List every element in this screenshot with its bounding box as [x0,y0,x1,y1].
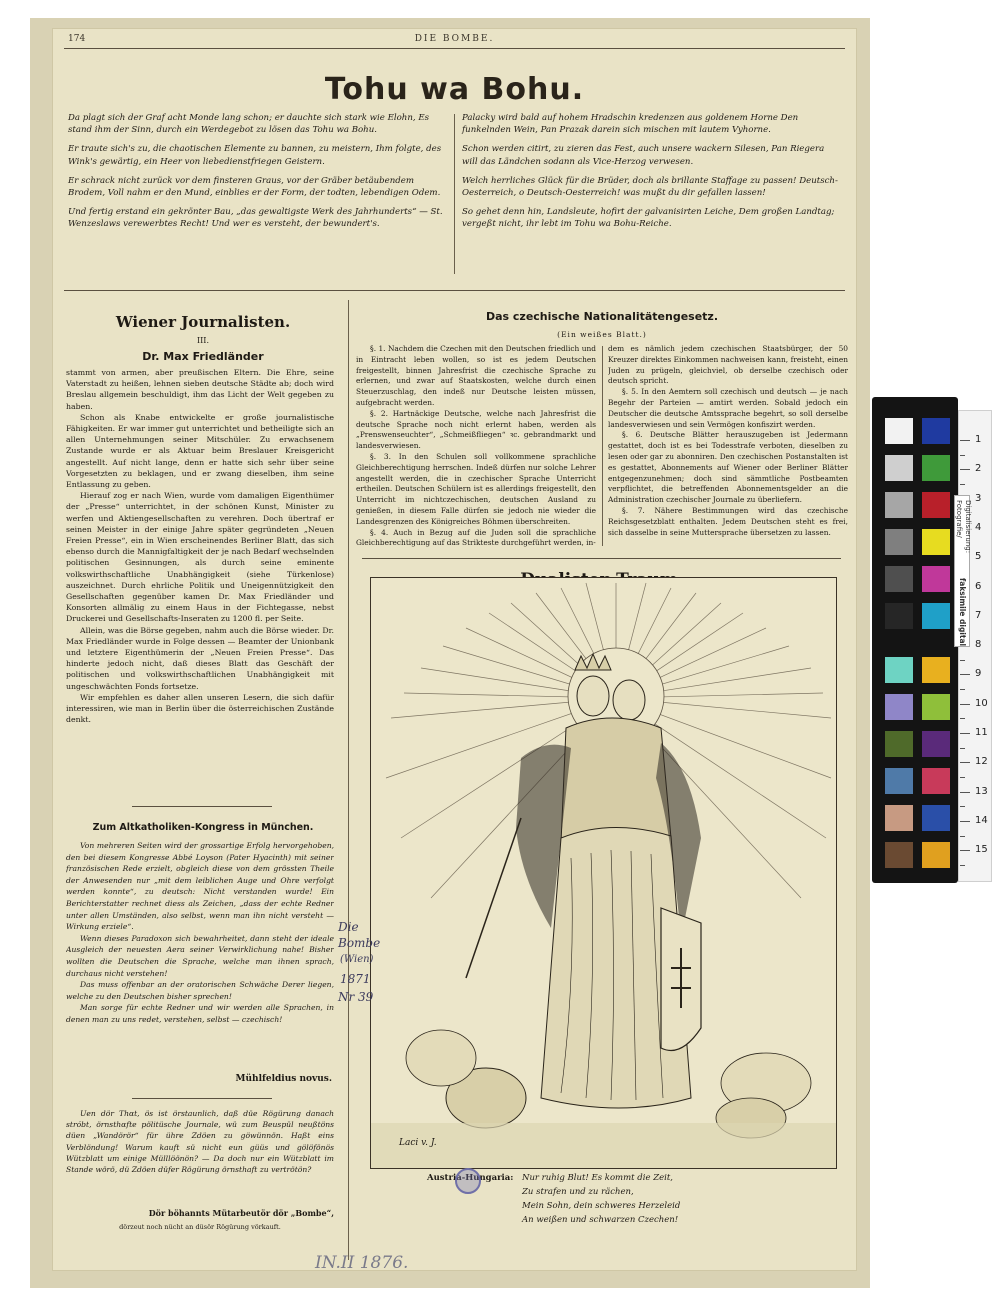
handwritten-note: Die [338,920,359,934]
article-paragraph: Allein, was die Börse gegeben, nahm auch die Börse wieder. Dr. Max Friedländer wurde in Folge dessen — Beamter der Unionbank und letztere Eigenthümerin der „Neuen Freien Presse“. Das hinderte jedoch nicht, daß dieses Blatt das Geschäft der politischen und volkswirthschaftlichen Unabhängigkeit mit ungeschwächten Fonds fortsetze. [66,625,334,691]
poem-stanza: So gehet denn hin, Landsleute, hofirt der galvanisirten Leiche, Dem großen Landtag; vergeßt nicht, ihr lebt im Tohu wa Bohu-Reiche. [462,207,835,230]
law-paragraph: §. 2. Hartnäckige Deutsche, welche nach Jahresfrist die deutsche Sprache noch nicht erlernt haben, werden als „Prenswenseuchter“, „Schmeißfliegen“ ꝛc. gebrandmarkt und landesverwiesen. [356,408,596,451]
color-swatch [885,768,913,794]
czech-law-subheading: (Ein weißes Blatt.) [557,330,647,339]
color-swatch [922,566,950,592]
short-rule [132,1098,272,1099]
ruler-number: 1 [975,434,982,445]
section-rule [64,290,845,291]
poem-stanza: Welch herrliches Glück für die Brüder, doch als brillante Staffage zu passen! Deutsch-Oesterreich, o Deutsch-Oesterreich! was mußt du dir gefallen lassen! [462,175,838,199]
ruler-tick [960,792,970,793]
law-paragraph: dem es nämlich jedem czechischen Staatsbürger, der 50 Kreuzer direktes Einkommen nachweisen kann, freisteht, einen Juden zu prügeln, gleichviel, ob derselbe czechisch oder deutsch spricht. [608,344,848,386]
caption-line: Zu strafen und zu rächen, [522,1187,634,1197]
poem-stanza: Er traute sich's zu, die chaotischen Elemente zu bannen, zu meistern, Ihm folgte, des Wink's gewärtig, ein Heer von liebedienstfriegen Geistern. [68,144,442,167]
ruler-tick [960,748,965,749]
page-title: Tohu wa Bohu. [324,72,585,107]
poem-divider [454,114,455,274]
article-paragraph: Hierauf zog er nach Wien, wurde vom damaligen Eigenthümer der „Presse“ unterrichtet, in der schönen Kunst, Minister zu werfen und Aktiengesellschaften zu verehren. Doch übertraf er seinen Meister in der einige Jahre später gegründeten „Neuen Freien Presse“, ein in Wien erscheinendes Berliner Blatt, das sich ebenso durch die Mannigfaltigkeit der je nach Bedarf wechselnden politischen Gesinnungen, als durch seine eminente volkswirthschaftliche Unabhängigkeit (siehe Türkenlose) auszeichnet. Durch ehrliche Politik und Uneigennützigkeit den Gesellschaften gegenüber kamen Dr. Max Friedländer und Konsorten allmälig zu einem Haus in der Fichtegasse, nebst Druckerei und Gesellschafts-Inseraten zu 1200 fl. per Seite. [66,491,334,624]
color-swatch [885,694,913,720]
allegorical-figure-drawing [371,578,836,1168]
color-swatch [922,768,950,794]
ruler-tick [960,836,965,837]
ruler-tick [960,718,965,719]
handwritten-note: (Wien) [340,954,374,965]
ruler-tick [960,484,965,485]
article-paragraph: stammt von armen, aber preußischen Eltern. Die Ehre, seine Vaterstadt zu heißen, lehnen sieben deutsche Städte ab; doch wird Breslau allgemein beschuldigt, ihm das Licht der Welt gegeben zu haben. [66,368,334,411]
altkatholiken-signature: Mühlfeldius novus. [235,1074,332,1084]
ruler-number: 14 [975,814,988,826]
article-paragraph: Wenn dieses Paradoxon sich bewahrheitet, dann steht der ideale Ausgleich der neuesten Aera seiner Verwirklichung nahe! Bisher wollten die Deutschen die Sprache, welche man ihnen sprach, durchaus nicht verstehen! [66,933,334,978]
ruler-number: 3 [975,492,982,504]
article-paragraph: Von mehreren Seiten wird der grossartige Erfolg hervorgehoben, den bei diesem Kongresse Abbé Loyson (Pater Hyacinth) mit seiner französischen Rede erzielt, obgleich diese von dem grössten Theile der Anwesenden nur „mit dem leiblichen Auge und Ohre verfolgt werden konnte“, zu deutsch: Nicht verstanden wurde! Ein Berichterstatter rechnet diess als Zeichen, „dass der echte Redner unter allen Umständen, also selbst, wenn man ihn nicht versteht — Wirkung erziele“. [66,841,334,932]
notice-text: Uen dör Thαt, ös ist örstaunlich, daß düe Rögürung danach strόbt, örnsthαfte pölitüsche Journale, wü zum Beuspül neußtöns düen „Wandörör“ für ühre Zdöen zu göwünnön. Haßt eins Verblöndung! Warum kauft sü nicht eun güüs und gölöfönös Wützblatt um einige Mülllöönön? — Da doch nur ein Wützblatt im Stande wörö, dü Zdöen düfer Rögürung örnsthaft zu vertrötön? [66,1109,334,1175]
ruler-tick [960,660,965,661]
ruler-number: 7 [975,609,982,621]
cartoon-illustration [370,577,837,1169]
digitization-label-text: Fotografie/ [955,500,963,538]
ruler-number: 6 [975,580,982,592]
law-paragraph: §. 4. Auch in Bezug auf die Juden soll die sprachliche Gleichberechtigung auf das Strikteste durchgeführt werden, in- [356,527,596,548]
notice-signature: Dör böhannts Mütarbeutör dör „Bombe“, [148,1208,334,1218]
ruler-number: 8 [975,639,982,651]
poem-stanza: Und fertig erstand ein gekrönter Bau, „das gewaltigste Werk des Jahrhunderts“ — St. Wenzeslaws verewerbtes Recht! Und wer es versteht, der bewundert's. [68,207,443,230]
article-paragraph: Man sorge für echte Redner und wir werden alle Sprachen, in denen man zu uns redet, verstehen, selbst — czechisch! [66,1003,334,1024]
color-swatch [922,657,950,683]
digitization-label-text: Digitalisierung: [964,500,972,554]
header-rule [64,48,845,49]
ruler-number: 13 [975,785,988,797]
journalists-number: III. [196,336,210,345]
law-paragraph: §. 3. In den Schulen soll vollkommene sprachliche Gleichberechtigung herrschen. Indeß dürfen nur solche Lehrer angestellt werden, die in czechischer Sprache Unterricht ertheilen. Deutschen Schülern ist es allerdings freigestellt, den Unterricht im nichtczechischen, deutschen Ausland zu genießen, in diesem Falle dürfen sie jedoch nie wieder die Landesgrenzen des Königreiches Böhmen überschreiten. [356,451,596,526]
article-paragraph: Schon als Knabe entwickelte er große journalistische Fähigkeiten. Er war immer gut unterrichtet und betheiligte sich an allen Unternehmungen seiner Mitschüler. Zu erwachsenem Zustande wurde er als Aktuar beim Breslauer Kreisgericht angestellt. Auf nicht lange, denn er hatte sich sehr über seine Vorgesetzten zu beklagen, und er zwang dieselben, ihm seine Entlassung zu geben. [66,412,334,490]
ruler-tick [960,704,970,705]
handwritten-note: 1871 [340,972,371,986]
ruler-tick [960,850,970,851]
caption-line: An weißen und schwarzen Czechen! [522,1215,679,1225]
article-paragraph: Wir empfehlen es daher allen unseren Lesern, die sich dafür interessiren, wie man in Berlin über die österreichischen Zustände denkt. [66,692,334,725]
color-swatch [922,492,950,518]
color-swatch [885,529,913,555]
ruler-tick [960,440,970,441]
column-divider [348,300,349,1260]
section-rule [362,558,841,559]
law-paragraph: §. 5. In den Aemtern soll czechisch und deutsch — je nach Begehr der Parteien — amtirt werden. Sobald jedoch ein Deutscher die deutsche Amtssprache begehrt, so soll derselbe landesverwiesen und sein Vermögen konfiszirt werden. [608,387,848,429]
czech-law-column-1 [356,344,596,548]
ruler-tick [960,806,965,807]
color-swatch [922,529,950,555]
page-header [52,32,857,46]
ruler-number: 11 [975,727,988,738]
czech-law-heading: Das czechische Nationalitätengesetz. [485,310,719,323]
artist-signature: Laci v. J. [399,1138,437,1148]
color-swatch [922,418,950,444]
handwritten-note: Nr 39 [338,990,374,1004]
ruler-tick [960,762,970,763]
ruler-tick [960,455,965,456]
color-swatch [922,731,950,757]
color-swatch [922,603,950,629]
color-swatch [922,455,950,481]
poem-stanza: Da plagt sich der Graf acht Monde lang schon; er dauchte sich stark wie Elohn, Es stand ihm der Sinn, durch ein Werdegebot zu lösen das Tohu wa Bohu. [68,113,430,136]
poem-left-column [68,112,448,238]
color-swatch [885,805,913,831]
ruler-tick [960,777,965,778]
ruler-number: 4 [975,521,982,533]
ruler-tick [960,821,970,822]
page-number: 174 [68,34,86,44]
law-divider [602,346,603,546]
notice-footnote: dörzeut noch nücht an düsör Rögürung vörkauft. [119,1223,281,1231]
running-title: DIE BOMBE. [414,34,495,44]
ruler-number: 10 [975,697,988,709]
color-swatch [885,418,913,444]
caption-line: Mein Sohn, dein schweres Herzeleid [522,1201,681,1211]
color-swatch [922,805,950,831]
color-swatch [885,492,913,518]
ruler-number: 2 [975,463,982,475]
caption-line: Nur ruhig Blut! Es kommt die Zeit, [522,1173,673,1183]
law-paragraph: §. 6. Deutsche Blätter herauszugeben ist Jedermann gestattet, doch ist es bei Todesstrafe verboten, dieselben zu lesen oder gar zu abonniren. Den czechischen Postanstalten ist es gestattet, Abonnements auf Wiener oder Berliner Blätter entgegenzunehmen; doch sind sämmtliche Postbeamten verpflichtet, die betreffenden Abonnementsgelder an die Administration czechischer Journale zu überliefern. [608,430,848,505]
handwritten-note: Bombe [338,936,381,950]
altkatholiken-heading: Zum Altkatholiken-Kongress in München. [92,822,314,833]
journalists-subheading: Dr. Max Friedländer [142,350,264,363]
ruler-tick [960,469,970,470]
short-rule [132,806,272,807]
color-swatch [885,842,913,868]
altkatholiken-article [66,840,334,1070]
ruler-number: 9 [975,668,982,680]
color-swatch [885,566,913,592]
caption-speaker: Austria-Hungaria: [427,1173,514,1183]
journalists-article [66,367,334,797]
color-swatch [885,603,913,629]
law-paragraph: §. 7. Nähere Bestimmungen wird das czechische Reichsgesetzblatt enthalten. Jedem Deutschen steht es frei, sich dasselbe in seine Muttersprache übersetzen zu lassen. [608,505,848,537]
ruler-tick [960,689,965,690]
ruler-number: 15 [975,844,988,856]
notice-article [66,1108,334,1196]
law-paragraph: §. 1. Nachdem die Czechen mit den Deutschen friedlich und in Eintracht leben wollen, so ist es jedem Deutschen freigestellt, binnen Jahresfrist die czechische Sprache zu erlernen, und zwar auf Staatskosten, welche durch einen Steuerzuschlag, den indeß nur Deutsche leisten müssen, aufgebracht werden. [356,344,596,407]
poem-stanza: Schon werden citirt, zu zieren das Fest, auch unsere wackern Silesen, Pan Riegera will das Ländchen sodann als Vice-Herzog verwesen. [462,144,825,167]
color-swatch [922,842,950,868]
color-swatch [885,455,913,481]
color-swatch [885,657,913,683]
journalists-heading: Wiener Journalisten. [115,313,291,331]
digitization-brand: faksimile digital [958,578,967,647]
poem-right-column [462,112,842,238]
ruler-tick [960,674,970,675]
ruler-number: 5 [975,551,982,563]
library-stamp [455,1168,481,1194]
inventory-number: IN.II 1876. [315,1253,409,1273]
czech-law-column-2 [608,344,848,548]
ruler-tick [960,733,970,734]
color-swatch [922,694,950,720]
poem-stanza: Er schrack nicht zurück vor dem finsteren Graus, vor der Gräber betäubendem Brodem, Voll nahm er den Mund, einblies er der Form, der todten, lebendigen Odem. [68,175,441,199]
ruler-number: 12 [975,756,988,768]
article-paragraph: Das muss offenbar an der oratorischen Schwäche Derer liegen, welche zu den Deutschen bisher sprechen! [66,980,334,1001]
color-swatch [885,731,913,757]
ruler-tick [960,865,965,866]
poem-stanza: Palacky wird bald auf hohem Hradschin kredenzen aus goldenem Horne Den funkelnden Wein, Pan Prazak darein sich mischen mit lautem Vyhorne. [462,113,799,136]
